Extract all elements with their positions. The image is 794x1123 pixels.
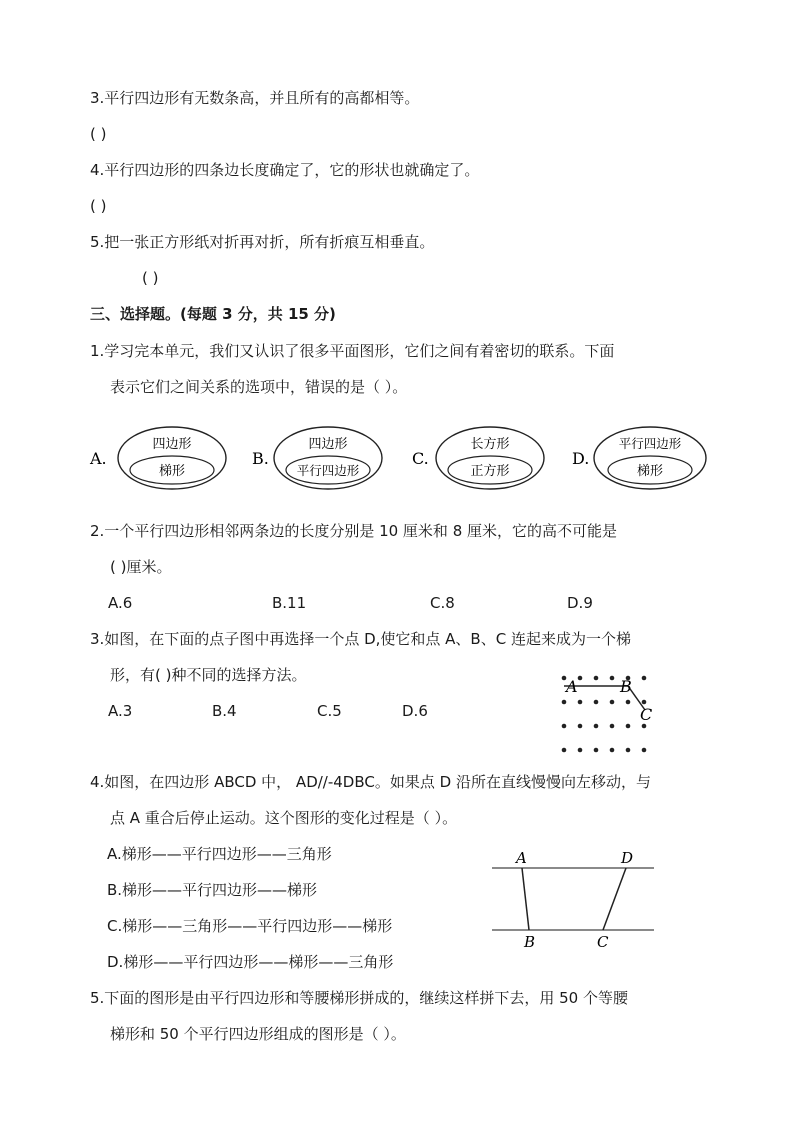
judge-q3-answer[interactable]: ( ) xyxy=(90,125,107,143)
trapezoid-figure xyxy=(488,846,658,954)
section-heading-choice: 三、选择题。(每题 3 分，共 15 分) xyxy=(90,305,336,323)
grid-dot[interactable] xyxy=(562,700,567,705)
grid-dot[interactable] xyxy=(578,676,583,681)
choice-q2-option-d[interactable]: D.9 xyxy=(567,594,593,612)
grid-dot[interactable] xyxy=(642,700,647,705)
choice-q3-option-d[interactable]: D.6 xyxy=(402,702,428,720)
choice-q4-option-a[interactable]: A.梯形——平行四边形——三角形 xyxy=(107,845,332,863)
choice-q2-line2: ( )厘米。 xyxy=(110,558,172,576)
choice-q1-line1: 1.学习完本单元，我们又认识了很多平面图形，它们之间有着密切的联系。下面 xyxy=(90,342,615,360)
choice-q4-line2: 点 A 重合后停止运动。这个图形的变化过程是（ ）。 xyxy=(110,809,458,827)
choice-q3-line2: 形，有( )种不同的选择方法。 xyxy=(110,666,307,684)
option-a-letter: A. xyxy=(90,449,107,468)
point-c-label: C xyxy=(640,705,653,724)
choice-q3-line1: 3.如图，在下面的点子图中再选择一个点 D,使它和点 A、B、C 连起来成为一个梯 xyxy=(90,630,631,648)
venn-a-inner: 梯形 xyxy=(158,464,186,479)
choice-q2-line1: 2.一个平行四边形相邻两条边的长度分别是 10 厘米和 8 厘米，它的高不可能是 xyxy=(90,522,618,540)
grid-dot[interactable] xyxy=(594,748,599,753)
choice-q4-option-d[interactable]: D.梯形——平行四边形——梯形——三角形 xyxy=(107,953,394,971)
venn-d[interactable] xyxy=(594,427,706,489)
choice-q2-option-c[interactable]: C.8 xyxy=(430,594,455,612)
grid-dot[interactable] xyxy=(642,676,647,681)
grid-dot[interactable] xyxy=(594,724,599,729)
choice-q2-option-b[interactable]: B.11 xyxy=(272,594,307,612)
dot-grid-figure xyxy=(556,670,656,760)
trap-label-b: B xyxy=(524,933,536,951)
grid-dot[interactable] xyxy=(626,748,631,753)
grid-dot[interactable] xyxy=(578,748,583,753)
grid-dot[interactable] xyxy=(594,676,599,681)
venn-c-inner: 正方形 xyxy=(470,464,510,479)
venn-a[interactable] xyxy=(118,427,226,489)
grid-dot[interactable] xyxy=(610,700,615,705)
judge-q5-answer[interactable]: ( ) xyxy=(142,269,159,287)
choice-q3-option-b[interactable]: B.4 xyxy=(212,702,237,720)
choice-q5-line2: 梯形和 50 个平行四边形组成的图形是（ ）。 xyxy=(110,1025,406,1043)
option-d-letter: D. xyxy=(572,449,590,468)
venn-c[interactable] xyxy=(436,427,544,489)
venn-b[interactable] xyxy=(274,427,382,489)
choice-q4-option-b[interactable]: B.梯形——平行四边形——梯形 xyxy=(107,881,318,899)
option-c-letter: C. xyxy=(412,449,429,468)
grid-dot[interactable] xyxy=(642,748,647,753)
grid-dot[interactable] xyxy=(610,748,615,753)
judge-q4-answer[interactable]: ( ) xyxy=(90,197,107,215)
option-b-letter: B. xyxy=(252,449,269,468)
judge-q4: 4.平行四边形的四条边长度确定了，它的形状也就确定了。 xyxy=(90,161,480,179)
venn-b-outer: 四边形 xyxy=(308,437,348,452)
grid-dot[interactable] xyxy=(626,724,631,729)
choice-q4-option-c[interactable]: C.梯形——三角形——平行四边形——梯形 xyxy=(107,917,393,935)
grid-dot[interactable] xyxy=(562,748,567,753)
choice-q5-line1: 5.下面的图形是由平行四边形和等腰梯形拼成的，继续这样拼下去，用 50 个等腰 xyxy=(90,989,628,1007)
venn-a-outer: 四边形 xyxy=(152,437,192,452)
grid-dot[interactable] xyxy=(642,724,647,729)
point-a-label: A xyxy=(566,677,578,696)
grid-dot[interactable] xyxy=(578,700,583,705)
trap-label-a: A xyxy=(516,849,527,867)
trap-label-c: C xyxy=(597,933,609,951)
venn-d-inner: 梯形 xyxy=(636,464,664,479)
venn-d-outer: 平行四边形 xyxy=(618,436,682,451)
grid-dot[interactable] xyxy=(578,724,583,729)
judge-q3: 3.平行四边形有无数条高，并且所有的高都相等。 xyxy=(90,89,420,107)
choice-q2-option-a[interactable]: A.6 xyxy=(108,594,133,612)
trap-label-d: D xyxy=(621,849,634,867)
choice-q1-line2: 表示它们之间关系的选项中，错误的是（ ）。 xyxy=(110,378,408,396)
grid-dot[interactable] xyxy=(594,700,599,705)
venn-b-inner: 平行四边形 xyxy=(296,463,360,478)
choice-q3-option-c[interactable]: C.5 xyxy=(317,702,342,720)
grid-dot[interactable] xyxy=(626,700,631,705)
venn-c-outer: 长方形 xyxy=(470,437,510,452)
point-b-label: B xyxy=(620,677,632,696)
judge-q5: 5.把一张正方形纸对折再对折，所有折痕互相垂直。 xyxy=(90,233,435,251)
grid-dot[interactable] xyxy=(610,676,615,681)
venn-options-figure xyxy=(84,420,714,492)
choice-q4-line1: 4.如图，在四边形 ABCD 中， AD//-4DBC。如果点 D 沿所在直线慢慢向左移动，与 xyxy=(90,773,651,791)
grid-dot[interactable] xyxy=(610,724,615,729)
choice-q3-option-a[interactable]: A.3 xyxy=(108,702,133,720)
grid-dot[interactable] xyxy=(562,724,567,729)
